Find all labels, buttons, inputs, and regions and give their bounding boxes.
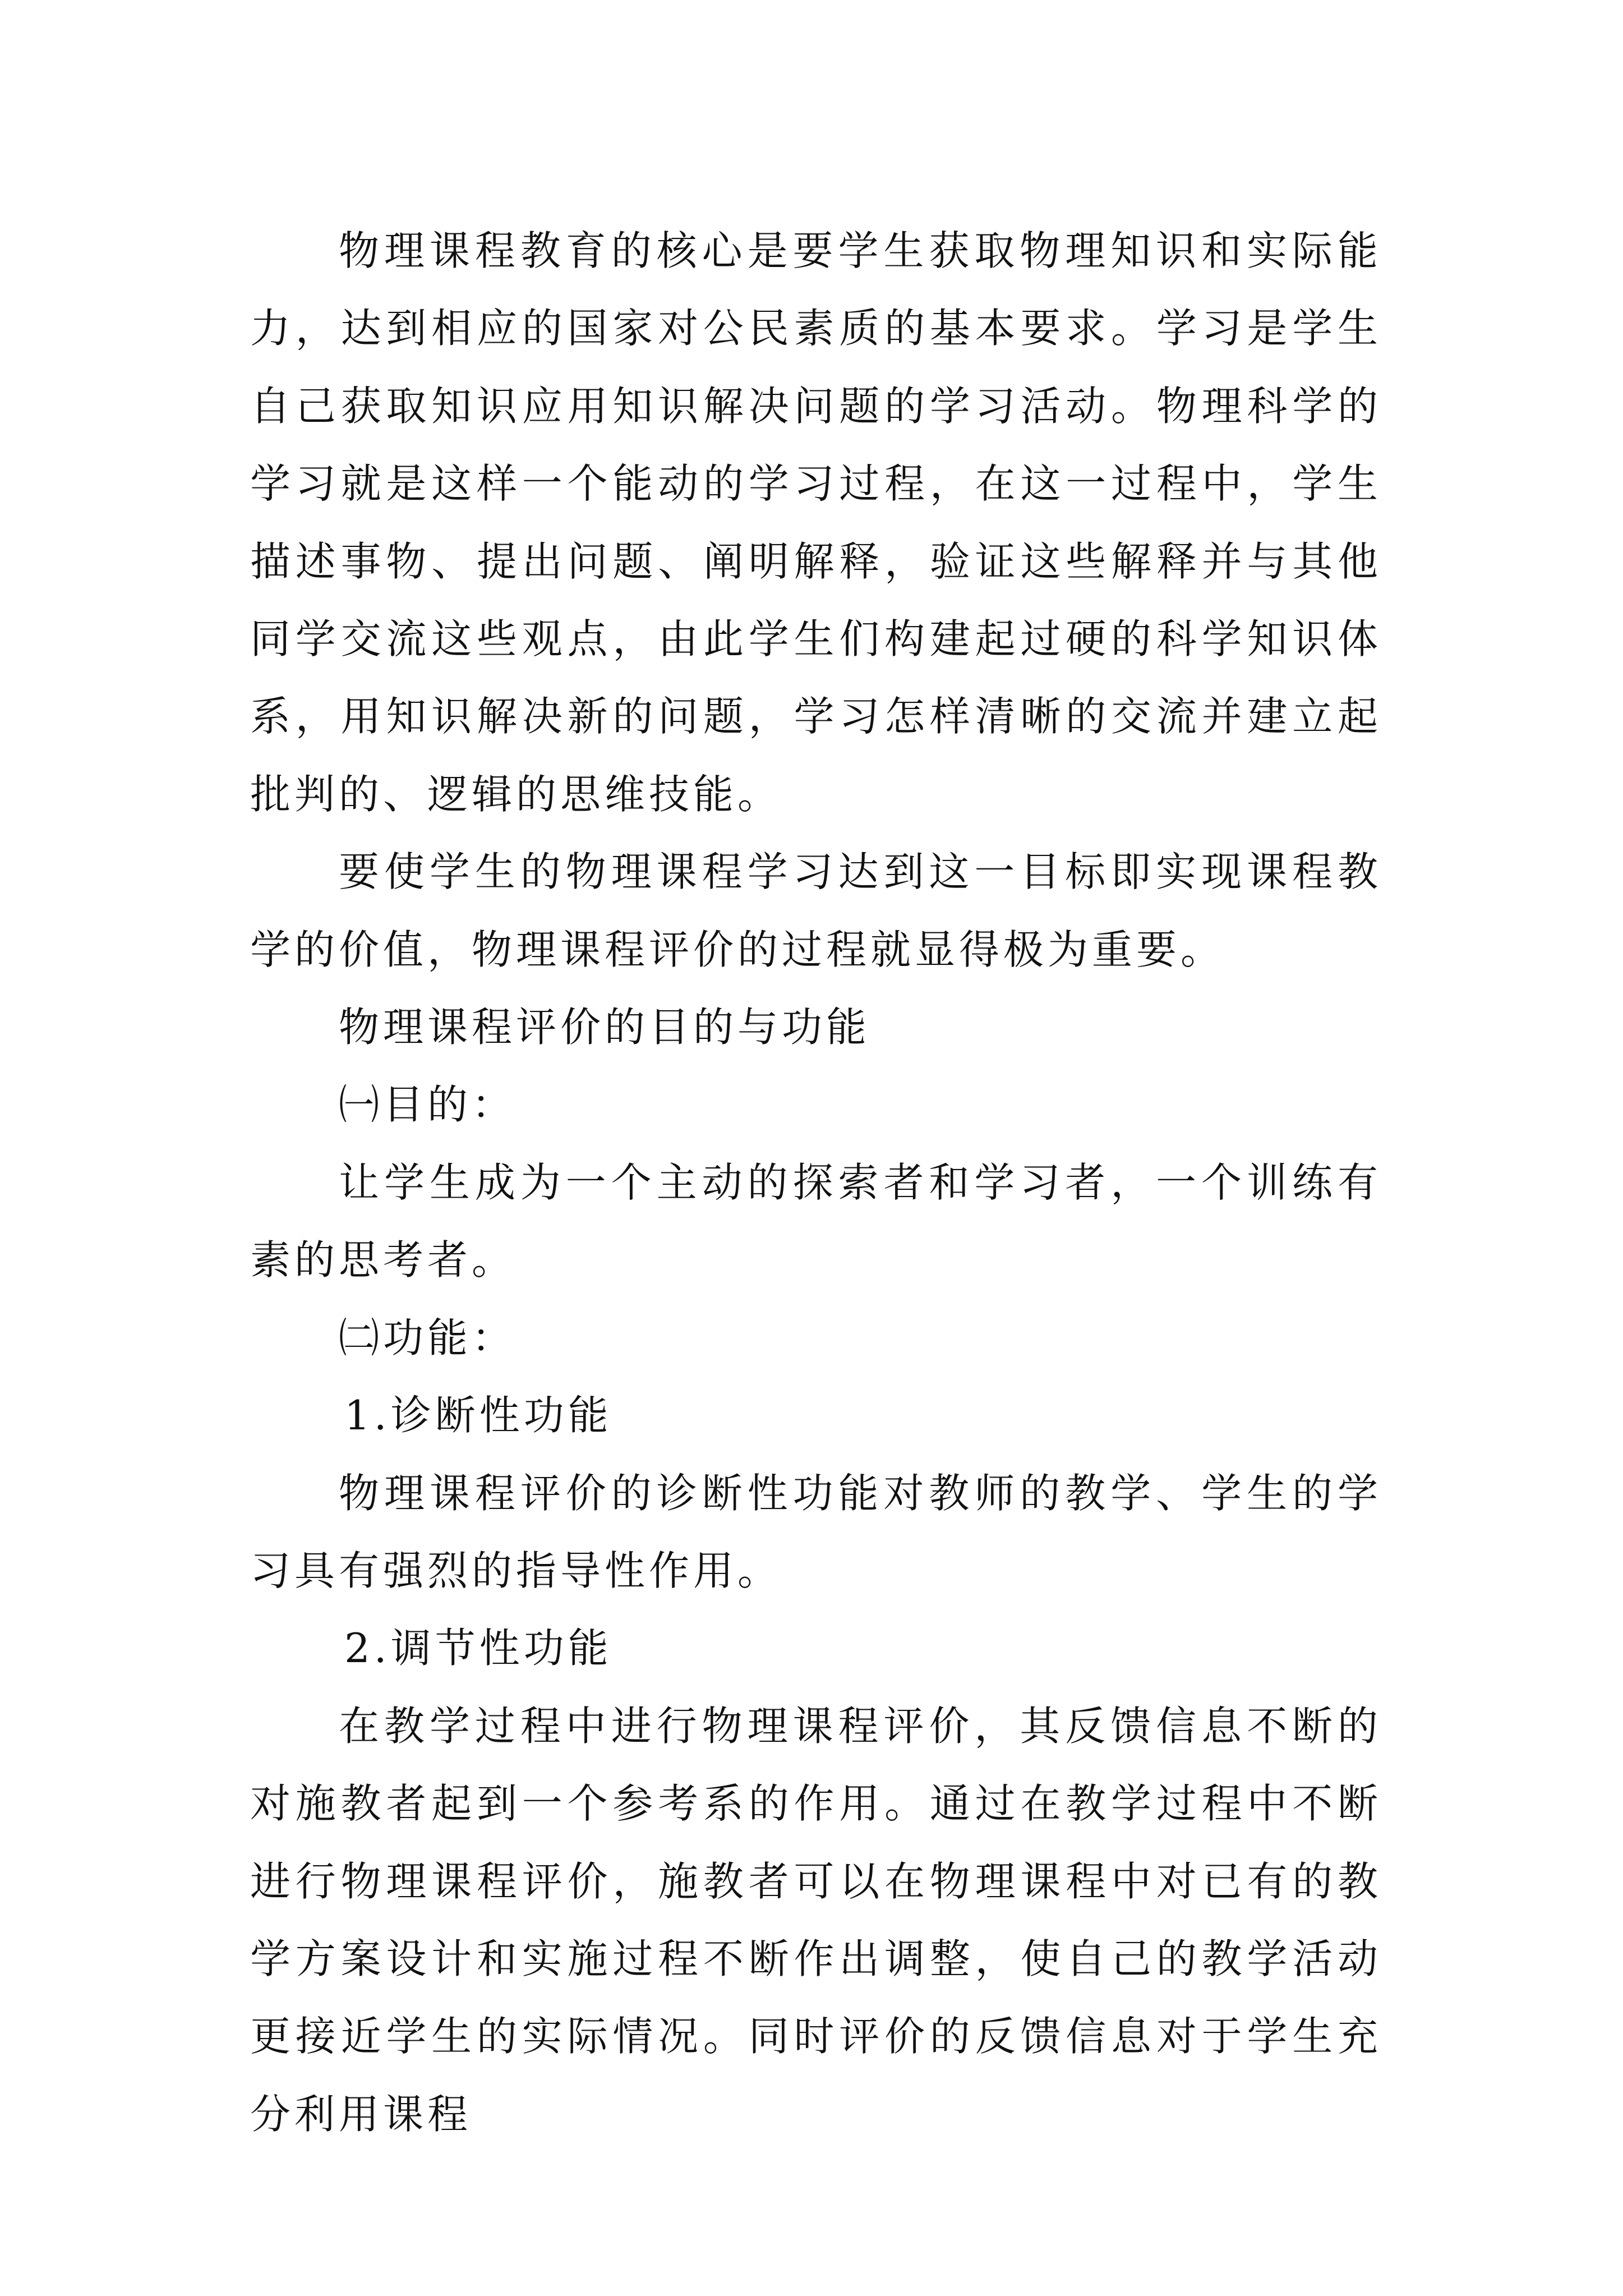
item-regulatory-function: 2.调节性功能 [344, 1625, 612, 1672]
document-body [250, 212, 1382, 2153]
section-heading-purpose-and-function: 物理课程评价的目的与功能 [339, 1004, 871, 1051]
paragraph-core-of-physics-education: 物理课程教育的核心是要学生获取物理知识和实际能力，达到相应的国家对公民素质的基本要求。学习是学生自己获取知识应用知识解决问题的学习活动。物理科学的学习就是这样一个能动的学习过程，在这一过程中，学生描述事物、提出问题、阐明解释，验证这些解释并与其他同学交流这些观点，由此学生们构建起过硬的科学知识体系，用知识解决新的问题，学习怎样清晰的交流并建立起批判的、逻辑的思维技能。 [250, 227, 1382, 818]
paragraph-regulatory-function-text: 在教学过程中进行物理课程评价，其反馈信息不断的对施教者起到一个参考系的作用。通过在教学过程中不断进行物理课程评价，施教者可以在物理课程中对已有的教学方案设计和实施过程不断作出调整，使自己的教学活动更接近学生的实际情况。同时评价的反馈信息对于学生充分利用课程 [250, 1702, 1382, 2138]
item-diagnostic-function: 1.诊断性功能 [344, 1392, 612, 1439]
paragraph-purpose-text: 让学生成为一个主动的探索者和学习者，一个训练有素的思考者。 [250, 1158, 1382, 1284]
paragraph-diagnostic-function-text: 物理课程评价的诊断性功能对教师的教学、学生的学习具有强烈的指导性作用。 [250, 1469, 1382, 1594]
subheading-purpose: ㈠目的： [339, 1081, 517, 1129]
subheading-function: ㈡功能： [339, 1314, 517, 1361]
paragraph-goal-of-learning: 要使学生的物理课程学习达到这一目标即实现课程教学的价值，物理课程评价的过程就显得极为重要。 [250, 848, 1382, 973]
